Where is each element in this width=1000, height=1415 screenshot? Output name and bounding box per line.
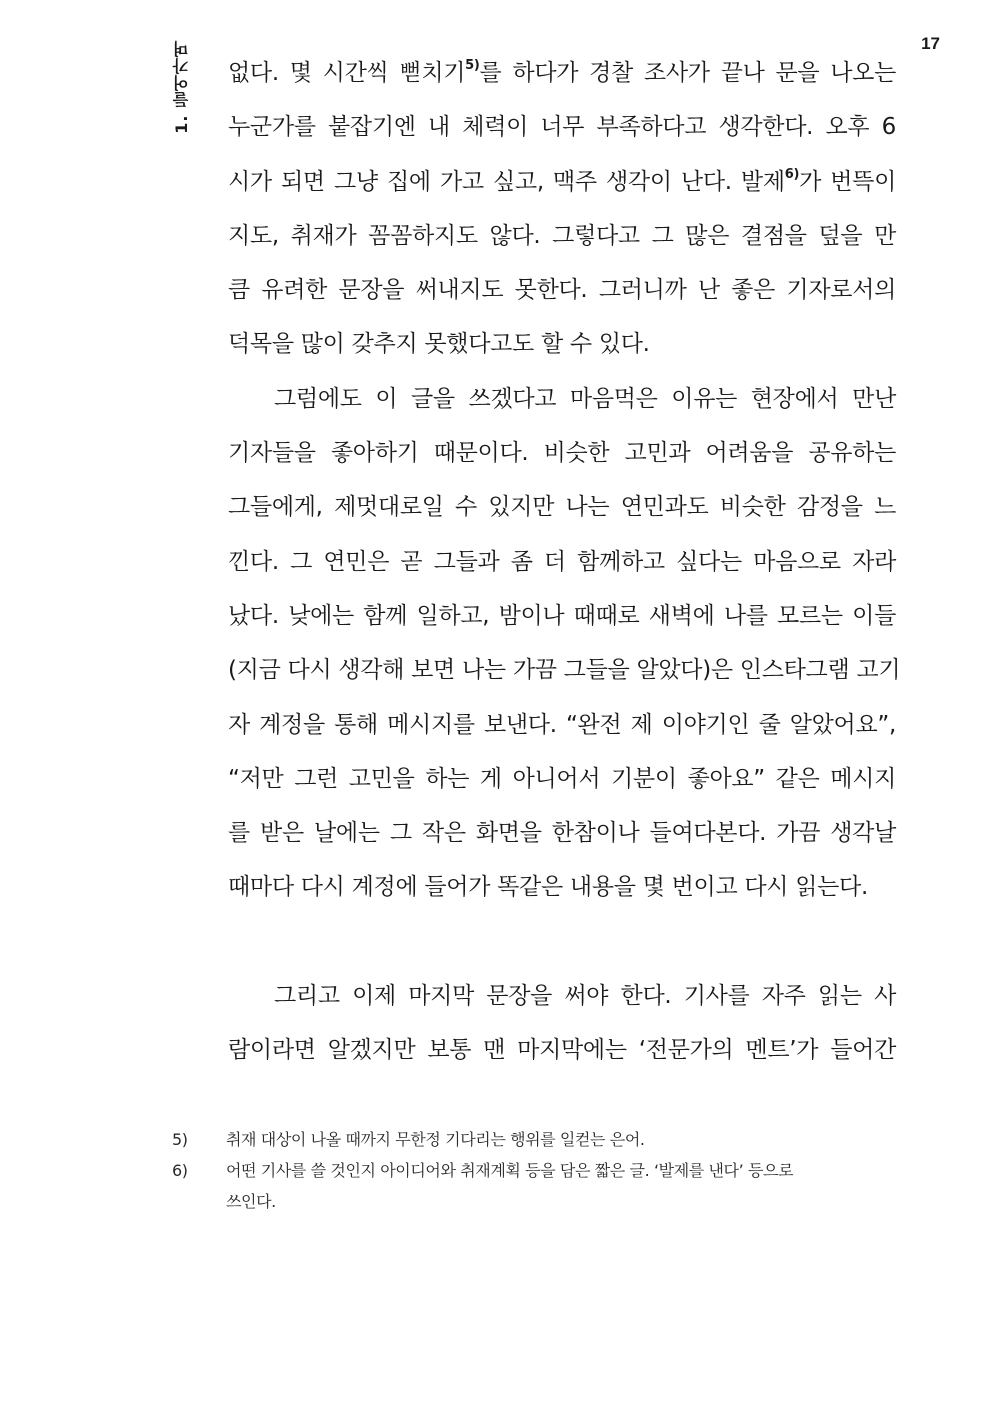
footnote-line: 어떤 기사를 쓸 것인지 아이디어와 취재계획 등을 담은 짧은 글. ‘발제를 낸다’ 등으로 bbox=[226, 1161, 794, 1180]
page-number: 17 bbox=[921, 34, 940, 53]
text-line bbox=[228, 46, 896, 100]
footnotes bbox=[172, 1124, 892, 1217]
text-line: 기자들을 좋아하기 때문이다. 비슷한 고민과 어려움을 공유하는 bbox=[228, 440, 896, 467]
footnote-text bbox=[226, 1155, 892, 1217]
text-line: 지도, 취재가 꼼꼼하지도 않다. 그렇다고 그 많은 결점을 덮을 만 bbox=[228, 222, 896, 249]
text-line: 큼 유려한 문장을 써내지도 못한다. 그러니까 난 좋은 기자로서의 bbox=[228, 277, 896, 304]
text-span: 시가 되면 그냥 집에 가고 싶고, 맥주 생각이 난다. 발제 bbox=[228, 168, 785, 195]
text-span: 없다. 몇 시간씩 뻗치기 bbox=[228, 60, 466, 86]
footnote-text bbox=[226, 1124, 892, 1155]
footnote-number: 6) bbox=[172, 1161, 188, 1180]
text-line: 그들에게, 제멋대로일 수 있지만 나는 연민과도 비슷한 감정을 느 bbox=[228, 494, 896, 521]
text-line: 낀다. 그 연민은 곧 그들과 좀 더 함께하고 싶다는 마음으로 자라 bbox=[228, 548, 896, 575]
footnote-ref-5[interactable]: 5) bbox=[465, 58, 480, 73]
text-line: 누군가를 붙잡기엔 내 체력이 너무 부족하다고 생각한다. 오후 6 bbox=[228, 114, 896, 141]
body-text bbox=[228, 46, 901, 1077]
footnote-5 bbox=[172, 1124, 892, 1155]
text-line: 덕목을 많이 갖추지 못했다고도 할 수 있다. bbox=[228, 331, 650, 358]
text-span: 를 하다가 경찰 조사가 끝나 문을 나오는 bbox=[479, 60, 896, 86]
footnote-line: 취재 대상이 나올 때까지 무한정 기다리는 행위를 일컫는 은어. bbox=[226, 1130, 645, 1149]
footnote-number: 5) bbox=[172, 1130, 188, 1149]
text-line: 를 받은 날에는 그 작은 화면을 한참이나 들여다본다. 가끔 생각날 bbox=[228, 820, 896, 847]
running-head: 1. 들어가며 bbox=[172, 40, 191, 134]
text-line: “저만 그런 고민을 하는 게 아니어서 기분이 좋아요” 같은 메시지 bbox=[228, 765, 896, 792]
footnote-line: 쓰인다. bbox=[226, 1192, 276, 1211]
text-line: (지금 다시 생각해 보면 나는 가끔 그들을 알았다)은 인스타그램 고기 bbox=[228, 657, 901, 684]
footnote-6 bbox=[172, 1155, 892, 1217]
text-span: 가 번뜩이 bbox=[799, 168, 896, 195]
text-line: 때마다 다시 계정에 들어가 똑같은 내용을 몇 번이고 다시 읽는다. bbox=[228, 874, 868, 901]
paragraph-gap bbox=[228, 915, 896, 969]
text-line: 그리고 이제 마지막 문장을 써야 한다. 기사를 자주 읽는 사 bbox=[274, 982, 896, 1009]
text-line bbox=[228, 155, 896, 209]
footnote-ref-6[interactable]: 6) bbox=[784, 166, 800, 182]
text-line: 났다. 낮에는 함께 일하고, 밤이나 때때로 새벽에 나를 모르는 이들 bbox=[228, 602, 896, 629]
text-line: 람이라면 알겠지만 보통 맨 마지막에는 ‘전문가의 멘트’가 들어간 bbox=[228, 1037, 896, 1064]
text-line: 그럼에도 이 글을 쓰겠다고 마음먹은 이유는 현장에서 만난 bbox=[274, 385, 896, 412]
text-line: 자 계정을 통해 메시지를 보낸다. “완전 제 이야기인 줄 알았어요”, bbox=[228, 711, 896, 738]
